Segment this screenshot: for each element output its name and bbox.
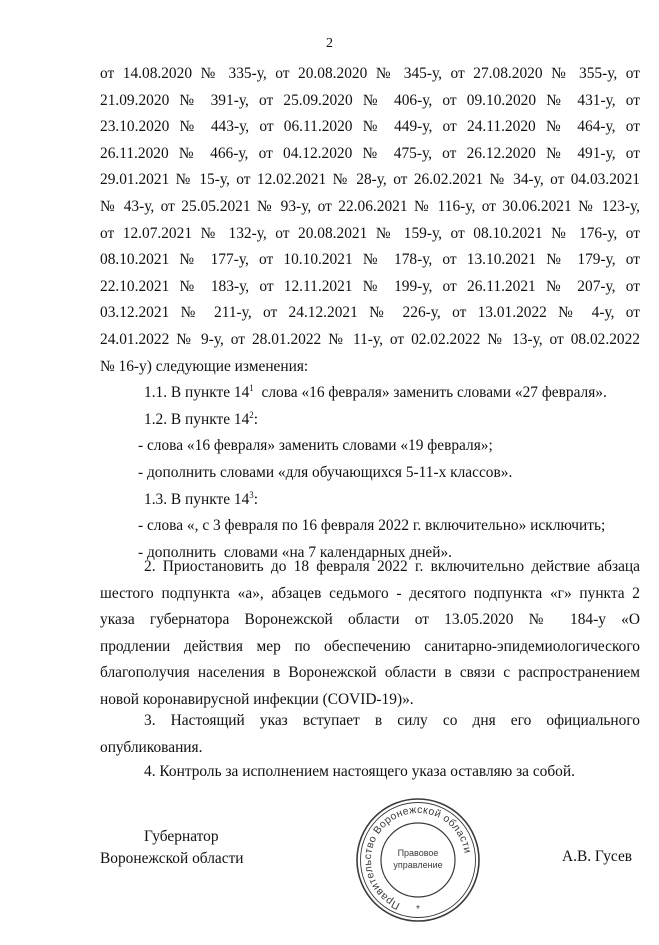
text-line: 3. Настоящий указ вступает в силу со дня его официального xyxy=(144,712,640,729)
item-1-3-b: - дополнить словами «на 7 календарных дней». xyxy=(138,543,453,561)
superscript: 1 xyxy=(249,383,254,394)
text-line: опубликования. xyxy=(100,738,203,756)
stamp-inner-line2: управление xyxy=(393,860,443,870)
item-1-1 xyxy=(100,380,640,407)
item-1-3-a: - слова «, с 3 февраля по 16 февраля 2022 г. включительно» исключить; xyxy=(138,517,606,535)
text-line: шестого подпункта «а», абзацев седьмого - десятого подпункта «г» пункта 2 xyxy=(100,584,640,602)
text-line: 29.01.2021 № 15-у, от 12.02.2021 № 28-у, от 26.02.2021 № 34-у, от 04.03.2021 xyxy=(100,171,640,189)
page-number: 2 xyxy=(326,36,333,51)
item-1-3 xyxy=(100,487,640,514)
text-line: продлении действия мер по обеспечению санитарно-эпидемиологического xyxy=(100,637,640,655)
item-1-3-text-rest: : xyxy=(253,490,259,508)
item-1-3-text: 1.3. В пункте 14 xyxy=(144,490,250,508)
item-1-2-a: - слова «16 февраля» заменить словами «19 февраля»; xyxy=(138,437,493,455)
text-line: от 12.07.2021 № 132-у, от 20.08.2021 № 159-у, от 08.10.2021 № 176-у, от xyxy=(100,224,640,242)
superscript: 2 xyxy=(249,409,254,420)
stamp-outer-text: Правительство Воронежской области xyxy=(361,803,474,912)
signatory-name: А.В. Гусев xyxy=(562,848,633,865)
text-line: 08.10.2021 № 177-у, от 10.10.2021 № 178-у, от 13.10.2021 № 179-у, от xyxy=(100,251,640,269)
item-1-2-b: - дополнить словами «для обучающихся 5-11-х классов». xyxy=(138,463,513,481)
decree-paragraph-3 xyxy=(100,708,640,761)
item-1-2 xyxy=(100,407,640,434)
decree-paragraph-2 xyxy=(100,554,640,714)
decree-body-part1 xyxy=(100,61,640,566)
signatory-title-line: Губернатор xyxy=(144,828,219,845)
text-line: 26.11.2020 № 466-у, от 04.12.2020 № 475-у, от 26.12.2020 № 491-у, от xyxy=(100,144,640,162)
text-line: 23.10.2020 № 443-у, от 06.11.2020 № 449-у, от 24.11.2020 № 464-у, от xyxy=(100,118,640,136)
item-1-2-text-rest: : xyxy=(253,410,259,428)
text-line: № 16-у) следующие изменения: xyxy=(100,357,309,375)
text-line: от 14.08.2020 № 335-у, от 20.08.2020 № 345-у, от 27.08.2020 № 355-у, от xyxy=(100,65,640,82)
superscript: 3 xyxy=(249,489,254,500)
text-line: 24.01.2022 № 9-у, от 28.01.2022 № 11-у, от 02.02.2022 № 13-у, от 08.02.2022 xyxy=(100,330,640,348)
item-1-1-text-rest: слова «16 февраля» заменить словами «27 февраля». xyxy=(253,384,607,402)
signatory-title xyxy=(100,826,244,870)
stamp-star: * xyxy=(416,904,420,915)
text-line: № 43-у, от 25.05.2021 № 93-у, от 22.06.2021 № 116-у, от 30.06.2021 № 123-у, xyxy=(100,197,640,215)
text-line: 4. Контроль за исполнением настоящего указа оставляю за собой. xyxy=(144,763,575,780)
item-1-1-text: 1.1. В пункте 14 xyxy=(144,384,250,402)
stamp-inner-line1: Правовое xyxy=(397,848,439,858)
text-line: 2. Приостановить до 18 февраля 2022 г. включительно действие абзаца xyxy=(144,558,640,575)
official-stamp xyxy=(354,796,482,924)
decree-paragraph-4 xyxy=(100,759,640,786)
signatory-title-line: Воронежской области xyxy=(100,850,244,867)
text-line: указа губернатора Воронежской области от 13.05.2020 № 184-у «О xyxy=(100,611,640,629)
text-line: 21.09.2020 № 391-у, от 25.09.2020 № 406-у, от 09.10.2020 № 431-у, от xyxy=(100,91,640,109)
text-line: 22.10.2021 № 183-у, от 12.11.2021 № 199-у, от 26.11.2021 № 207-у, от xyxy=(100,277,640,295)
item-1-2-text: 1.2. В пункте 14 xyxy=(144,410,250,428)
text-line: 03.12.2021 № 211-у, от 24.12.2021 № 226-у, от 13.01.2022 № 4-у, от xyxy=(100,304,640,322)
text-line: новой коронавирусной инфекции (COVID-19)». xyxy=(100,690,414,708)
text-line: благополучия населения в Воронежской области в связи с распространением xyxy=(100,664,640,682)
